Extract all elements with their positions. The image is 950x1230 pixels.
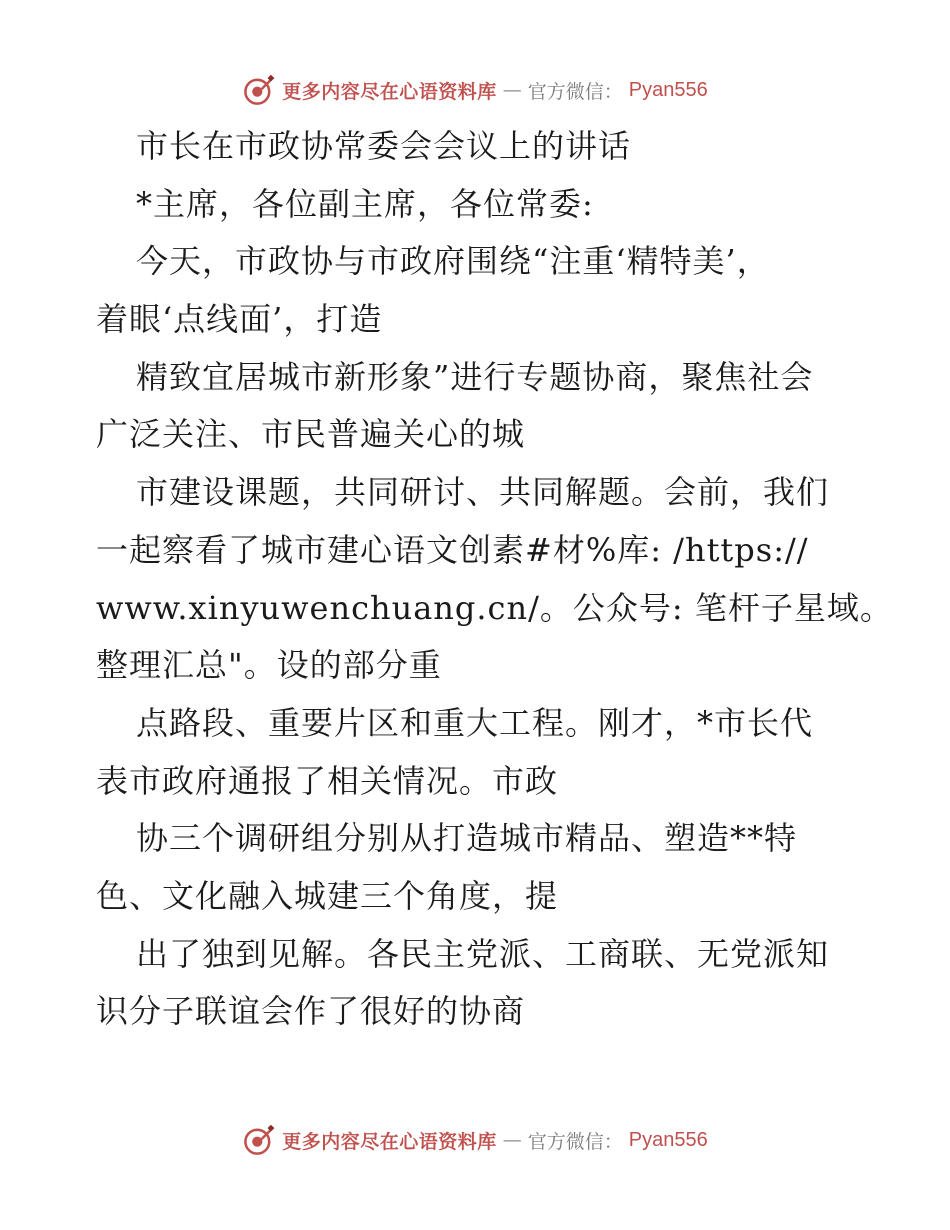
paragraph-line: 市建设课题，共同研讨、共同解题。会前，我们 — [136, 473, 830, 512]
paragraph-line: 协三个调研组分别从打造城市精品、塑造**特 — [136, 819, 798, 858]
salutation: *主席，各位副主席，各位常委: — [136, 184, 594, 223]
banner-separator: — — [502, 1129, 522, 1151]
quill-pen-logo-icon — [242, 1123, 276, 1157]
wechat-handle: Pyan556 — [628, 78, 708, 101]
paragraph-line: 一起察看了城市建心语文创素#材%库: /https:// — [96, 530, 809, 569]
wechat-handle: Pyan556 — [628, 1128, 708, 1151]
paragraph-line: 出了独到见解。各民主党派、工商联、无党派知 — [136, 934, 830, 973]
paragraph-line: 整理汇总"。设的部分重 — [96, 646, 442, 685]
paragraph-line: 点路段、重要片区和重大工程。刚才，*市长代 — [136, 703, 814, 742]
paragraph-line: 着眼‘点线面’，打造 — [96, 300, 383, 339]
site-name: 更多内容尽在心语资料库 — [282, 1130, 497, 1153]
footer-banner — [0, 1120, 950, 1160]
quill-pen-logo-icon — [242, 73, 276, 107]
document-title: 市长在市政协常委会会议上的讲话 — [136, 127, 632, 165]
paragraph-line: 精致宜居城市新形象”进行专题协商，聚焦社会 — [136, 357, 814, 396]
paragraph-line: 识分子联谊会作了很好的协商 — [96, 992, 526, 1031]
banner-separator: — — [502, 79, 522, 101]
site-name: 更多内容尽在心语资料库 — [282, 80, 497, 103]
wechat-label: 官方微信： — [527, 1130, 623, 1153]
paragraph-line: 表市政府通报了相关情况。市政 — [96, 761, 559, 800]
wechat-label: 官方微信： — [527, 80, 623, 103]
paragraph-line: 广泛关注、市民普遍关心的城 — [96, 415, 526, 454]
paragraph-line: 今天，市政协与市政府围绕“注重‘精特美’， — [136, 242, 770, 281]
paragraph-line: 色、文化融入城建三个角度，提 — [96, 876, 559, 915]
paragraph-line: www.xinyuwenchuang.cn/。公众号: 笔杆子星域。 — [96, 588, 893, 627]
header-banner — [0, 70, 950, 110]
document-body — [96, 118, 893, 1041]
